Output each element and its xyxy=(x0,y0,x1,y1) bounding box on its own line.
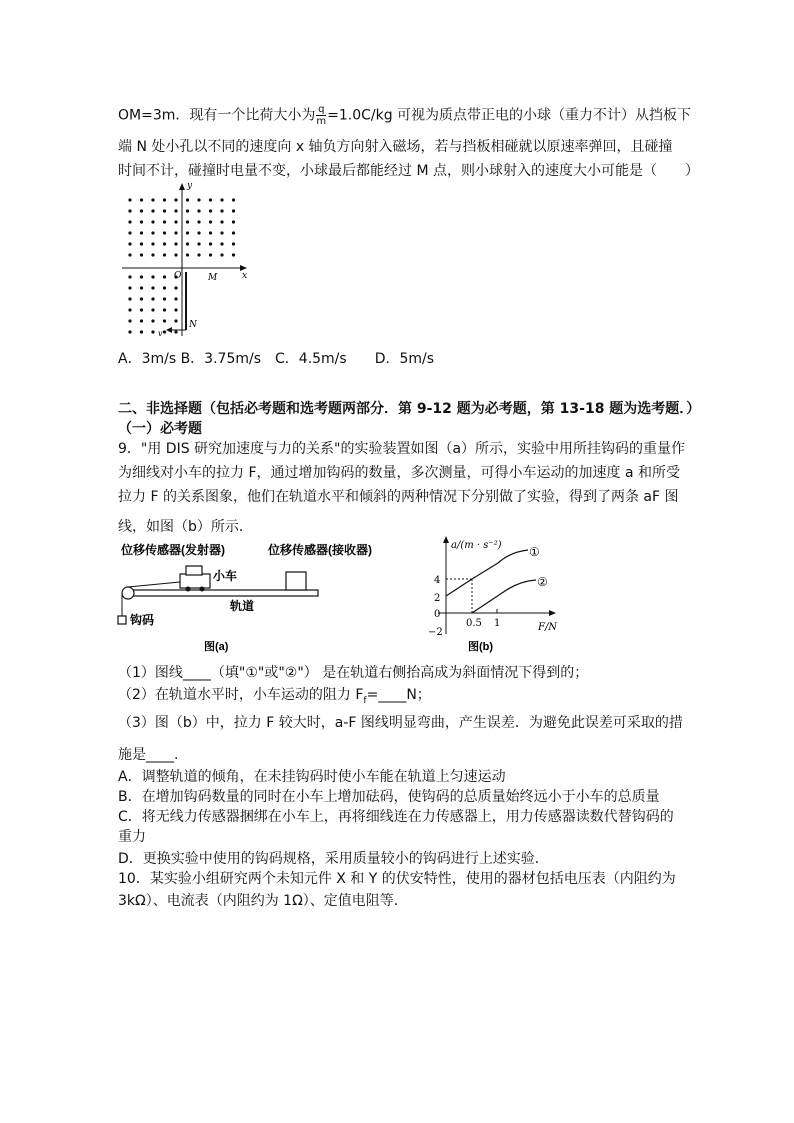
field-dot xyxy=(174,297,177,300)
graph-ylabel: a/(m · s⁻²) xyxy=(451,540,502,551)
field-dot xyxy=(174,220,177,223)
q8-line3: 时间不计，碰撞时电量不变，小球最后都能经过 M 点，则小球射入的速度大小可能是（ ） xyxy=(118,163,699,179)
hook-label: 钩码 xyxy=(130,613,155,627)
field-dot xyxy=(163,297,166,300)
section-title: 二、非选择题（包括必考题和选考题两部分．第 9-12 题为必考题，第 13-18 题为选考题．） xyxy=(118,401,701,417)
q9-line1: 9．"用 DIS 研究加速度与力的关系"的实验装置如图（a）所示，实验中用所挂钩码的重量作 xyxy=(118,441,686,457)
field-dot xyxy=(140,242,143,245)
field-dot xyxy=(232,231,235,234)
field-dot xyxy=(220,220,223,223)
field-dot xyxy=(163,242,166,245)
q9-option-c-line2: 重力 xyxy=(118,829,146,845)
point-n-label: N xyxy=(189,320,197,330)
q10-line1: 10．某实验小组研究两个未知元件 X 和 Y 的伏安特性，使用的器材包括电压表（内阻约为 xyxy=(118,871,676,887)
field-dot xyxy=(174,319,177,322)
figure-b-graph xyxy=(420,534,570,656)
figure-a-apparatus xyxy=(118,540,372,658)
field-dot xyxy=(163,253,166,256)
field-dot xyxy=(151,209,154,212)
field-dot xyxy=(163,220,166,223)
field-dot xyxy=(128,198,131,201)
q9-line3: 拉力 F 的关系图象，他们在轨道水平和倾斜的两种情况下分别做了实验，得到了两条 aF 图 xyxy=(118,489,679,505)
q9-sub1: （1）图线____（填"①"或"②"） 是在轨道右侧抬高成为斜面情况下得到的； xyxy=(118,665,589,681)
field-dot xyxy=(197,242,200,245)
field-dot xyxy=(140,231,143,234)
field-dot xyxy=(197,231,200,234)
field-dot xyxy=(140,220,143,223)
receiver-label: 位移传感器(接收器) xyxy=(268,543,372,557)
field-dot xyxy=(151,231,154,234)
field-dot xyxy=(232,253,235,256)
field-dot xyxy=(163,209,166,212)
field-dot xyxy=(163,286,166,289)
field-dot xyxy=(128,242,131,245)
track xyxy=(128,590,318,596)
field-dot xyxy=(151,198,154,201)
field-dot xyxy=(174,231,177,234)
field-dot xyxy=(128,308,131,311)
q9-option-d: D．更换实验中使用的钩码规格，采用质量较小的钩码进行上述实验． xyxy=(118,851,549,867)
cart xyxy=(180,574,210,588)
field-dot xyxy=(186,220,189,223)
field-dot xyxy=(209,242,212,245)
field-dot xyxy=(220,253,223,256)
field-dot xyxy=(186,253,189,256)
field-dot xyxy=(151,253,154,256)
field-dot xyxy=(140,297,143,300)
point-m-label: M xyxy=(208,273,218,283)
field-dot xyxy=(128,209,131,212)
field-dot xyxy=(209,253,212,256)
field-dot xyxy=(174,209,177,212)
field-dot xyxy=(174,242,177,245)
q9-sub2: （2）在轨道水平时，小车运动的阻力 $F_f=\_\_\_\_N$； xyxy=(118,687,431,706)
field-dot xyxy=(220,209,223,212)
car-label: 小车 xyxy=(213,569,238,583)
field-dot xyxy=(140,209,143,212)
field-dot xyxy=(220,242,223,245)
field-dot xyxy=(232,242,235,245)
field-dot xyxy=(232,220,235,223)
field-dot xyxy=(128,275,131,278)
field-dot xyxy=(151,286,154,289)
field-dot xyxy=(186,242,189,245)
field-dot xyxy=(174,253,177,256)
receiver-box xyxy=(286,572,306,590)
field-dot xyxy=(232,209,235,212)
field-dot xyxy=(197,253,200,256)
curve-1 xyxy=(446,550,528,596)
sender-label: 位移传感器(发射器) xyxy=(121,543,225,557)
field-dot xyxy=(163,231,166,234)
field-dot xyxy=(128,319,131,322)
field-dot xyxy=(197,209,200,212)
field-dot xyxy=(140,275,143,278)
field-dot xyxy=(163,319,166,322)
field-dot xyxy=(197,220,200,223)
field-dot xyxy=(174,330,177,333)
q9-option-c-line1: C．将无线力传感器捆绑在小车上，再将细线连在力传感器上，用力传感器读数代替钩码的 xyxy=(118,809,674,825)
field-dot xyxy=(128,253,131,256)
field-dot xyxy=(163,330,166,333)
field-dot xyxy=(128,231,131,234)
track-label: 轨道 xyxy=(230,599,255,613)
field-dot xyxy=(140,308,143,311)
q9-sub3-line1: （3）图（b）中，拉力 F 较大时，a-F 图线明显弯曲，产生误差．为避免此误差可采取的措 xyxy=(118,715,683,731)
q9-line4: 线，如图（b）所示． xyxy=(118,519,253,535)
field-dot xyxy=(128,297,131,300)
field-dot xyxy=(140,198,143,201)
origin-label: O xyxy=(174,271,182,281)
field-dot xyxy=(140,253,143,256)
field-dot xyxy=(128,220,131,223)
curve-2 xyxy=(472,580,536,613)
field-dot xyxy=(151,242,154,245)
q8-line2: 端 N 处小孔以不同的速度向 x 轴负方向射入磁场，若与挡板相碰就以原速率弹回，且碰撞 xyxy=(118,139,673,155)
graph-xlabel: F/N xyxy=(538,622,558,633)
field-dot xyxy=(151,319,154,322)
field-dot xyxy=(151,330,154,333)
field-dot xyxy=(128,330,131,333)
q8-options: A．3m/s B．3.75m/s C．4.5m/s D．5m/s xyxy=(118,351,435,367)
section-subtitle: （一）必考题 xyxy=(118,421,202,437)
field-dot xyxy=(209,220,212,223)
field-dot xyxy=(151,308,154,311)
field-dot xyxy=(209,231,212,234)
ytick-2: 2 xyxy=(434,593,441,604)
field-dot xyxy=(140,319,143,322)
sender-box xyxy=(186,566,202,575)
q9-line2: 为细线对小车的拉力 F，通过增加钩码的数量，多次测量，可得小车运动的加速度 a 和所受 xyxy=(118,465,680,481)
field-dot xyxy=(163,198,166,201)
x-axis-label: x xyxy=(242,271,248,281)
ytick-neg2: −2 xyxy=(428,627,443,638)
velocity-label: v xyxy=(158,329,163,338)
figure-a-caption: 图(a) xyxy=(204,641,229,653)
charge-mass-fraction: $\frac{q}{m}$ xyxy=(316,104,327,127)
field-dot xyxy=(174,286,177,289)
field-dot xyxy=(128,286,131,289)
figure-b-caption: 图(b) xyxy=(468,641,494,653)
field-dot xyxy=(186,198,189,201)
field-dot xyxy=(232,198,235,201)
ytick-4: 4 xyxy=(434,575,441,586)
field-dot xyxy=(220,198,223,201)
xtick-1: 1 xyxy=(494,618,501,629)
field-dot xyxy=(151,275,154,278)
field-dot xyxy=(140,286,143,289)
field-dot xyxy=(151,220,154,223)
q10-line2: 3kΩ）、电流表（内阻约为 1Ω）、定值电阻等． xyxy=(118,893,408,909)
field-dot xyxy=(220,231,223,234)
field-dot xyxy=(163,275,166,278)
q8-line1: OM=3m．现有一个比荷大小为 $\frac{q}{m}$ =1.0C/kg 可视为质点带正电的小球（重力不计）从挡板下 xyxy=(118,104,692,127)
y-axis-label: y xyxy=(187,181,193,191)
field-dot xyxy=(186,231,189,234)
field-dot xyxy=(140,330,143,333)
field-dot xyxy=(151,297,154,300)
xtick-05: 0.5 xyxy=(466,618,482,629)
q9-option-b: B．在增加钩码数量的同时在小车上增加砝码，使钩码的总质量始终远小于小车的总质量 xyxy=(118,789,660,805)
field-dot xyxy=(163,308,166,311)
q9-sub3-line2: 施是____. xyxy=(118,747,179,763)
pulley-icon xyxy=(122,587,134,599)
field-dot xyxy=(186,209,189,212)
magnetic-field-figure xyxy=(118,180,250,342)
curve-2-label: ② xyxy=(537,575,548,589)
curve-1-label: ① xyxy=(529,545,540,559)
field-dot xyxy=(209,198,212,201)
q9-option-a: A．调整轨道的倾角，在未挂钩码时使小车能在轨道上匀速运动 xyxy=(118,769,506,785)
hook-weight xyxy=(118,616,126,624)
field-dot xyxy=(197,198,200,201)
field-dot xyxy=(209,209,212,212)
ytick-0: 0 xyxy=(434,609,441,620)
field-dot xyxy=(174,308,177,311)
field-dot xyxy=(174,198,177,201)
